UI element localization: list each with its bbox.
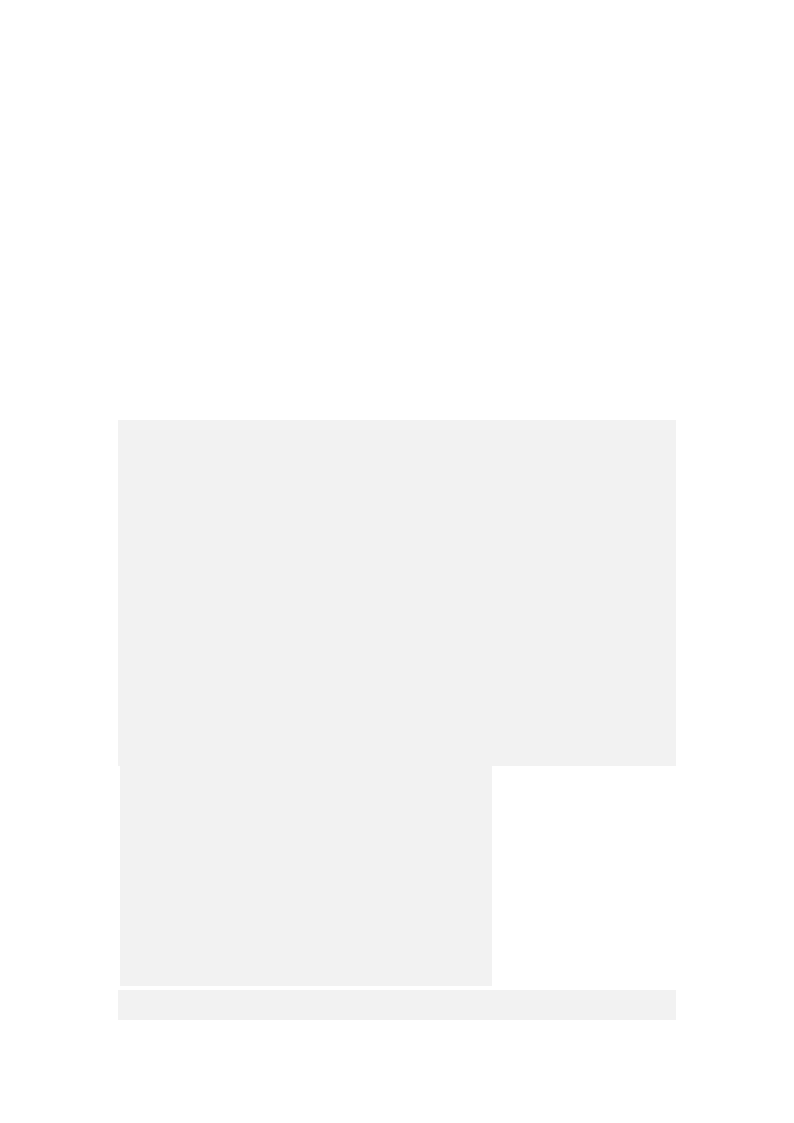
question-grid-figure: [132, 108, 490, 320]
answer-grid-figure: [130, 772, 488, 984]
answer-shade-block: [118, 420, 676, 766]
grid-top-svg: [132, 108, 490, 316]
grid-bottom-svg: [130, 772, 488, 980]
comment-shade-block: [118, 990, 676, 1020]
